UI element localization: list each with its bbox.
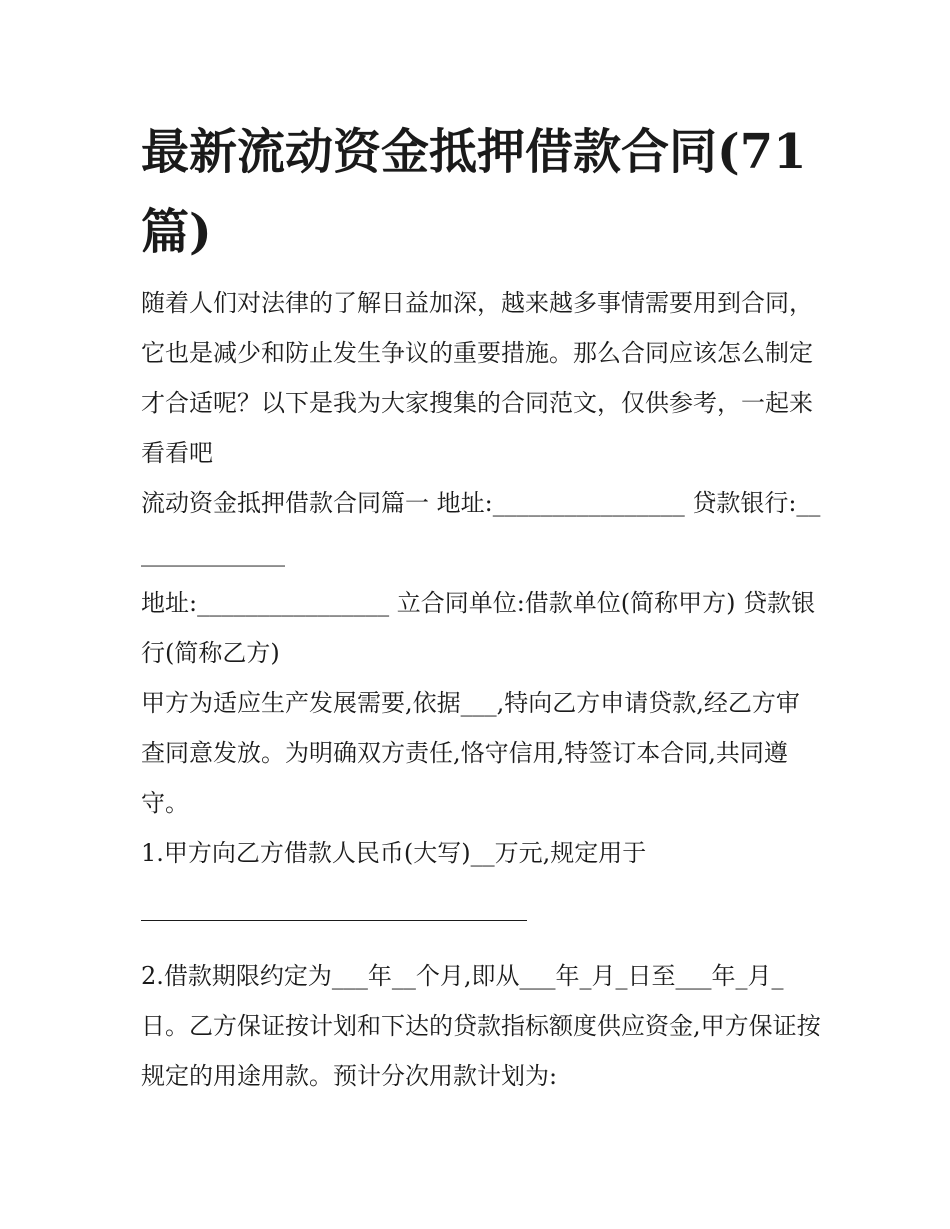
contract-preamble: 甲方为适应生产发展需要,依据___,特向乙方申请贷款,经乙方审查同意发放。为明确双方责任,恪守信用,特签订本合同,共同遵守。 [141,689,800,817]
document-title: 最新流动资金抵押借款合同(71篇) [141,124,807,260]
document-page [141,112,821,1101]
intro-paragraph: 随着人们对法律的了解日益加深，越来越多事情需要用到合同，它也是减少和防止发生争议的重要措施。那么合同应该怎么制定才合适呢？以下是我为大家搜集的合同范文，仅供参考，一起来看看吧 [141,289,813,467]
contract-header-address-bank: 流动资金抵押借款合同篇一 地址:________________ 贷款银行:______________ [141,489,821,567]
blank-fill-line [141,920,527,921]
clause-1: 1.甲方向乙方借款人民币(大写)__万元,规定用于 [141,839,647,867]
clause-2: 2.借款期限约定为___年__个月,即从___年_月_日至___年_月_日。乙方保证按计划和下达的贷款指标额度供应资金,甲方保证按规定的用途用款。预计分次用款计划为: [141,962,821,1090]
contract-parties: 地址:________________ 立合同单位:借款单位(简称甲方) 贷款银行(简称乙方) [141,589,816,667]
